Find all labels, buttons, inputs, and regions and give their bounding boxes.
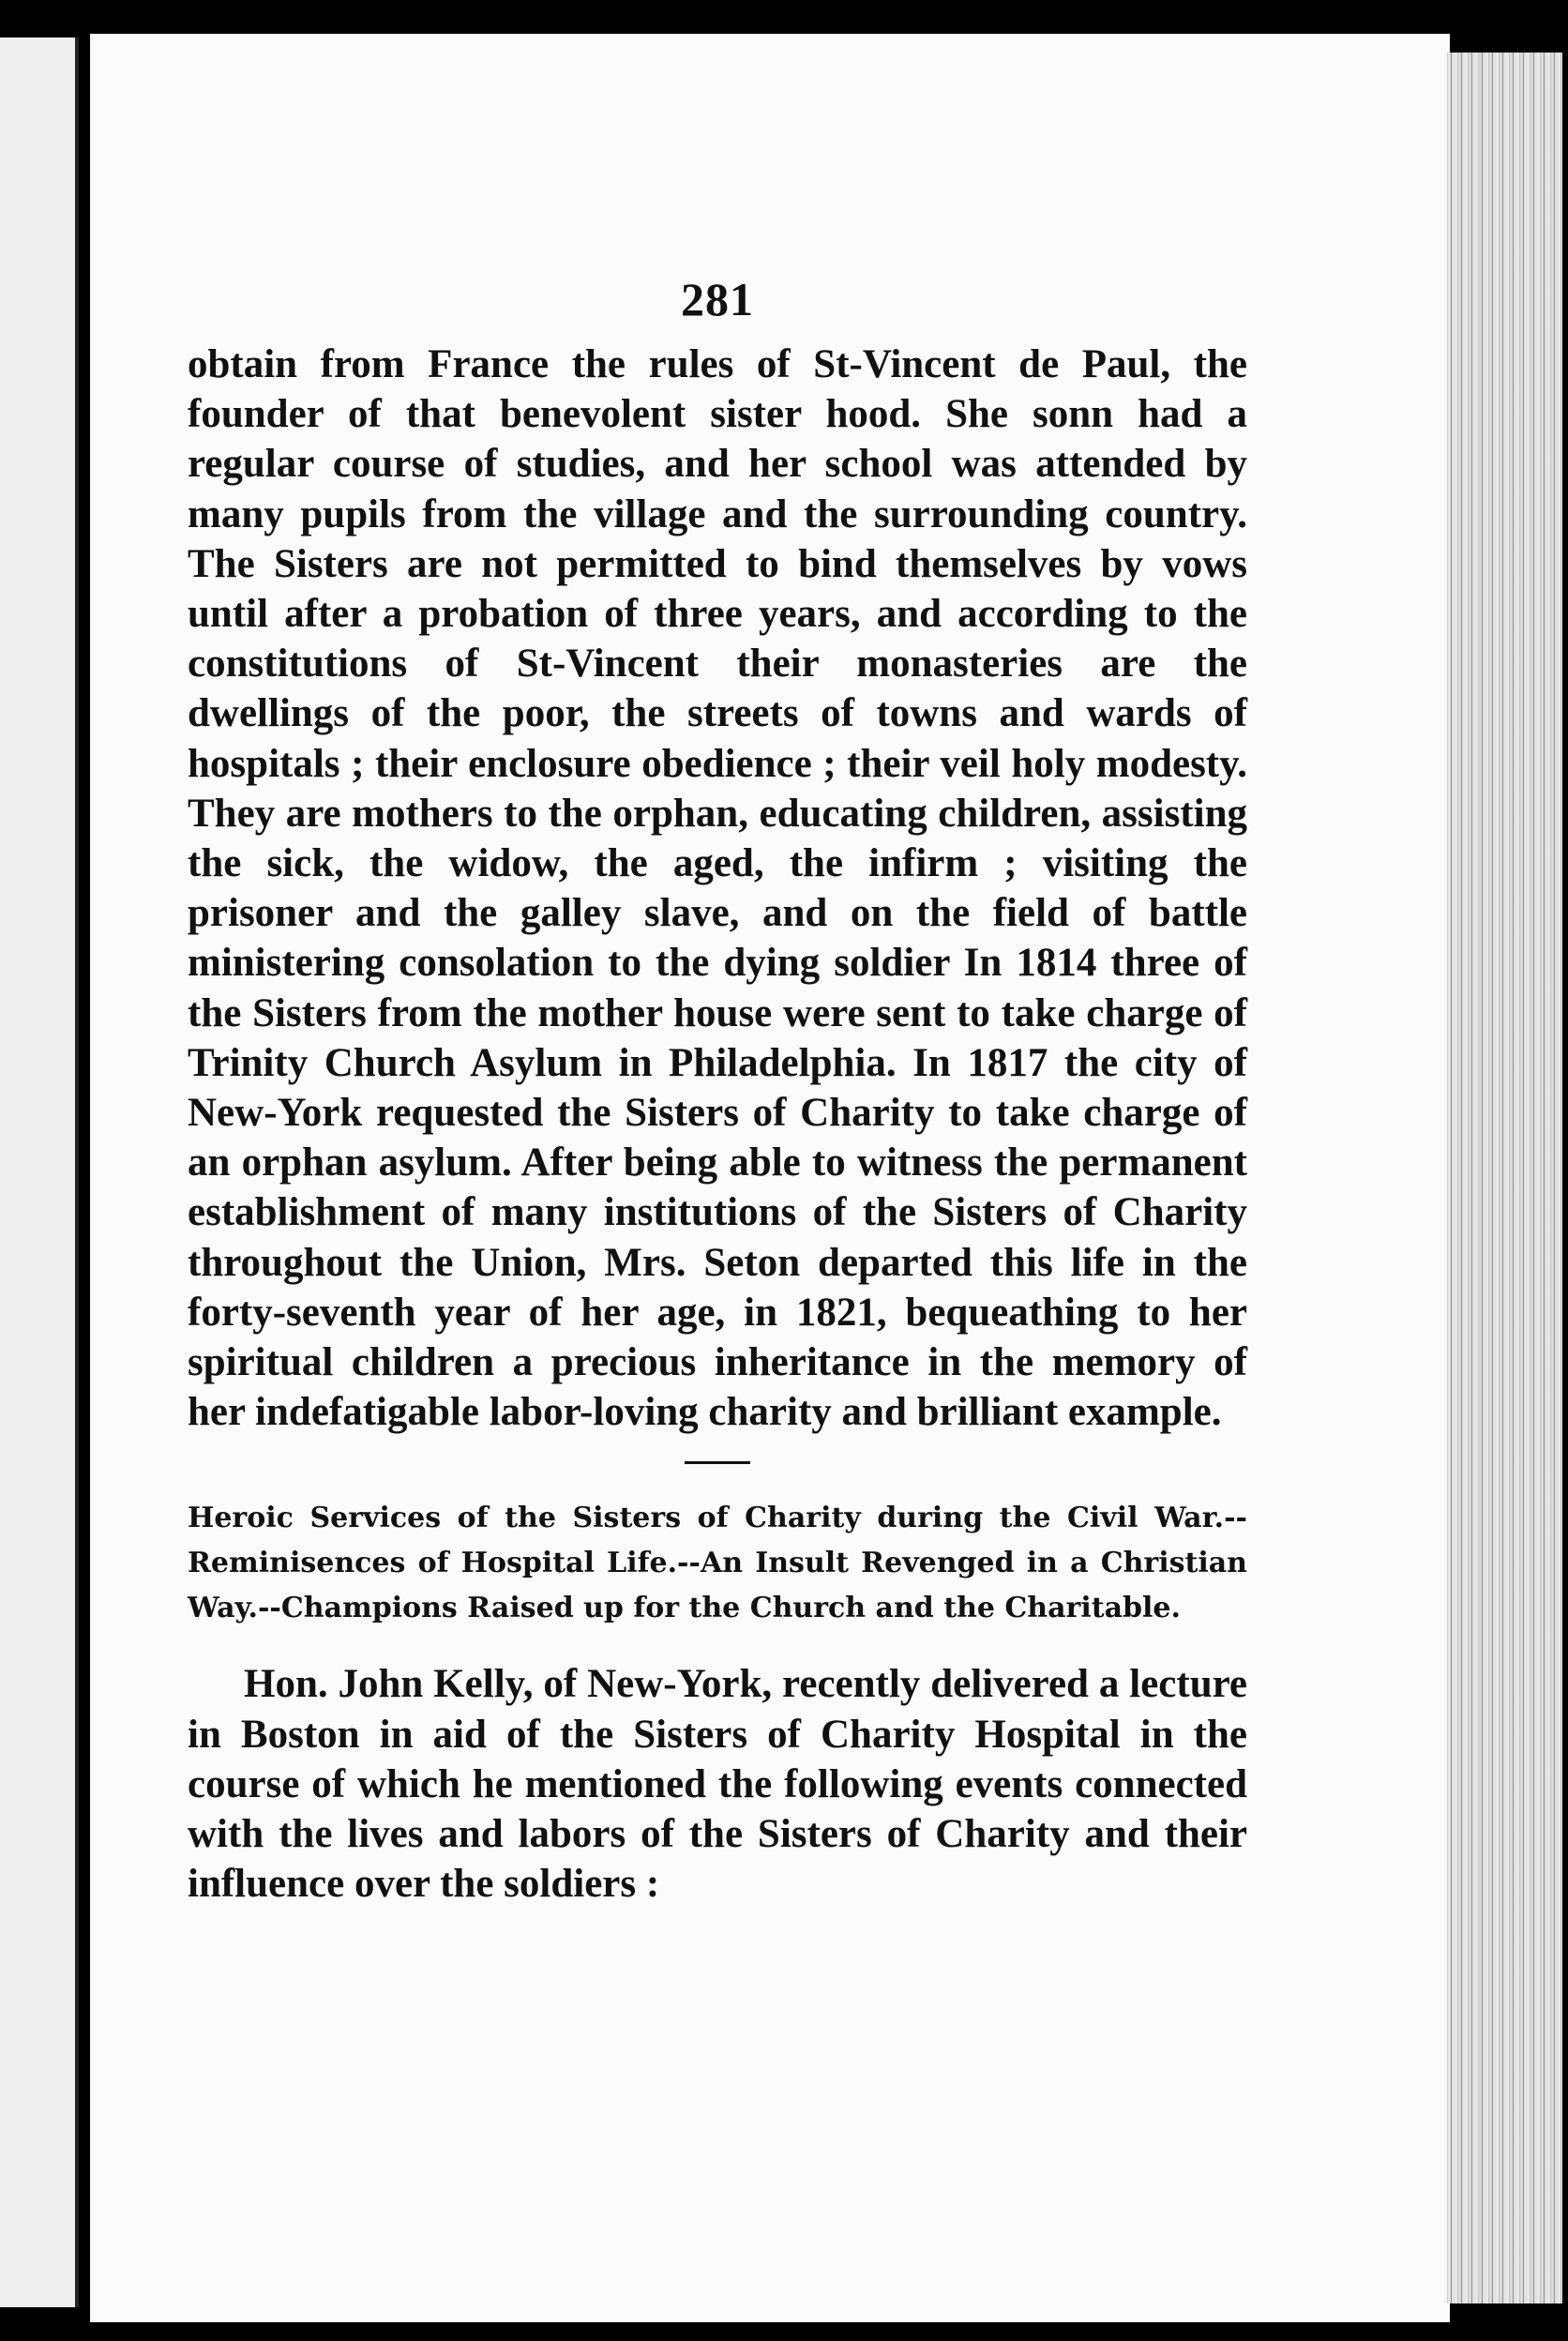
section-heading: Heroic Services of the Sisters of Charity during the Civil War.--Reminisences of Hospital Life.--An Insult Revenged in a Christian Way.--Champions Raised up for the Church and the Charitable.: [188, 1502, 1247, 1625]
facing-page-edge: [0, 38, 79, 2307]
page-number: 281: [681, 273, 754, 325]
page-content: [188, 272, 1247, 1909]
section-divider: [685, 1461, 750, 1464]
paragraph-kelly-lecture: Hon. John Kelly, of New-York, recently delivered a lecture in Boston in aid of the Sisters of Charity Hospital in the course of which he mentioned the following events connected with the lives and labors of the Sisters of Charity and their influence over the soldiers :: [188, 1662, 1247, 1907]
paragraph-seton-biography: obtain from France the rules of St-Vincent de Paul, the founder of that benevolent sister hood. She sonn had a regular course of studies, and her school was attended by many pupils from the village and the surrounding country. The Sisters are not permitted to bind themselves by vows until after a probation of three years, and according to the constitutions of St-Vincent their monasteries are the dwellings of the poor, the streets of towns and wards of hospitals ; their enclosure obedience ; their veil holy modesty. They are mothers to the orphan, educating children, assisting the sick, the widow, the aged, the infirm ; visiting the prisoner and the galley slave, and on the field of battle ministering consolation to the dying soldier In 1814 three of the Sisters from the mother house were sent to take charge of Trinity Church Asylum in Philadelphia. In 1817 the city of New-York requested the Sisters of Charity to take charge of an orphan asylum. After being able to witness the permanent establishment of many institutions of the Sisters of Charity throughout the Union, Mrs. Seton departed this life in the forty-seventh year of her age, in 1821, bequeathing to her spiritual children a precious inheritance in the memory of her indefatigable labor-loving charity and brilliant example.: [188, 342, 1247, 1435]
page-stack-edge: [1444, 53, 1562, 2303]
